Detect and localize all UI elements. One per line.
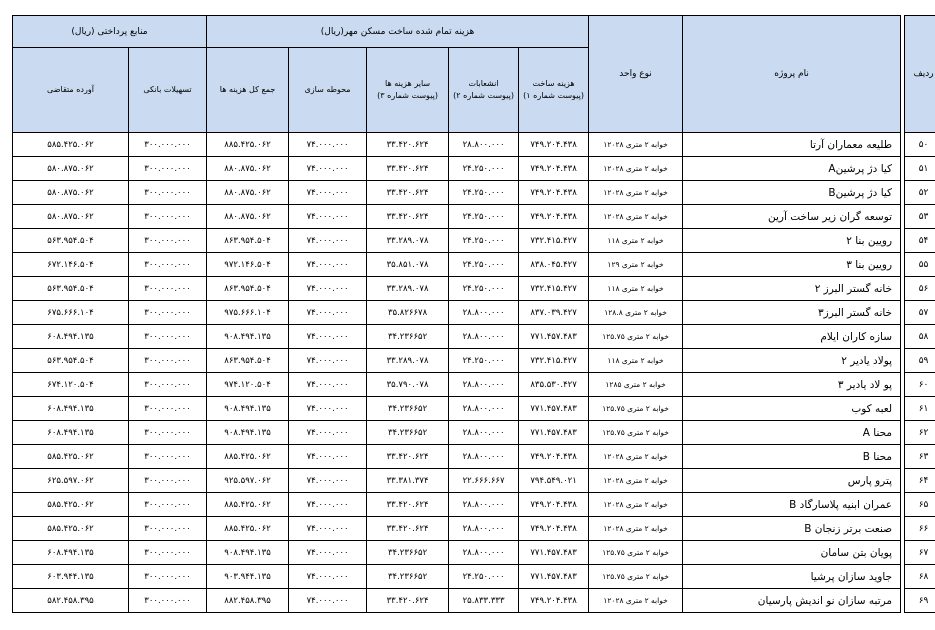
connections-cell: ۲۵.۸۳۳.۳۳۳ <box>449 589 519 613</box>
connections-cell: ۲۴.۲۵۰.۰۰۰ <box>449 277 519 301</box>
total-cost-cell: ۹۲۵.۵۹۷.۰۶۲ <box>207 469 289 493</box>
project-name-cell: صنعت برتر زنجان B <box>683 517 901 541</box>
project-name-cell: خانه گستر البرز ۲ <box>683 277 901 301</box>
other-costs-cell: ۳۳.۲۸۹.۰۷۸ <box>367 277 449 301</box>
radif-cell: ۶۵ <box>905 493 935 517</box>
applicant-contribution-cell: ۵۸۵.۴۲۵.۰۶۲ <box>13 517 129 541</box>
total-cost-cell: ۹۰۳.۹۴۴.۱۳۵ <box>207 565 289 589</box>
other-costs-cell: ۳۴.۲۳۶۶۵۲ <box>367 565 449 589</box>
unit-type-cell: خوابه ۲ متری ۱۱۸ <box>589 277 683 301</box>
cost-group-header: هزینه تمام شده ساخت مسکن مهر(ریال) <box>207 16 589 48</box>
radif-cell: ۶۸ <box>905 565 935 589</box>
construction-cost-cell: ۸۳۸.۰۴۵.۴۲۷ <box>519 253 589 277</box>
unit-type-cell: خوابه ۲ متری ۱۲۰۲۸ <box>589 445 683 469</box>
connections-cell: ۲۸.۸۰۰.۰۰۰ <box>449 325 519 349</box>
other-costs-header <box>367 48 449 133</box>
unit-type-cell: خوابه ۲ متری ۱۲۰۲۸ <box>589 157 683 181</box>
column-gap <box>901 133 905 157</box>
table-row <box>13 349 935 373</box>
column-gap <box>901 517 905 541</box>
project-name-cell: لعبه کوب <box>683 397 901 421</box>
column-gap <box>901 181 905 205</box>
applicant-contribution-cell: ۶۷۵.۶۶۶.۱۰۴ <box>13 301 129 325</box>
table-row <box>13 445 935 469</box>
connections-cell: ۲۸.۸۰۰.۰۰۰ <box>449 445 519 469</box>
total-cost-header: جمع کل هزینه ها <box>207 48 289 133</box>
landscaping-cell: ۷۴.۰۰۰.۰۰۰ <box>289 157 367 181</box>
connections-cell: ۲۸.۸۰۰.۰۰۰ <box>449 493 519 517</box>
bank-facilities-cell: ۳۰۰.۰۰۰.۰۰۰ <box>129 517 207 541</box>
table-row <box>13 157 935 181</box>
other-costs-cell: ۳۳.۴۲۰.۶۲۴ <box>367 589 449 613</box>
construction-cost-cell: ۷۴۹.۲۰۴.۴۳۸ <box>519 493 589 517</box>
landscaping-cell: ۷۴.۰۰۰.۰۰۰ <box>289 349 367 373</box>
column-gap <box>901 493 905 517</box>
other-costs-cell: ۳۳.۴۲۰.۶۲۴ <box>367 445 449 469</box>
construction-cost-cell: ۷۴۹.۲۰۴.۴۳۸ <box>519 133 589 157</box>
radif-cell: ۶۳ <box>905 445 935 469</box>
unit-type-cell: خوابه ۲ متری ۱۲۸۵ <box>589 373 683 397</box>
connections-cell: ۲۴.۲۵۰.۰۰۰ <box>449 229 519 253</box>
project-name-cell: کیا دژ پرشینB <box>683 181 901 205</box>
landscaping-cell: ۷۴.۰۰۰.۰۰۰ <box>289 541 367 565</box>
project-name-cell: رویین بنا ۳ <box>683 253 901 277</box>
total-cost-cell: ۸۸۵.۴۲۵.۰۶۲ <box>207 517 289 541</box>
landscaping-cell: ۷۴.۰۰۰.۰۰۰ <box>289 517 367 541</box>
connections-header <box>449 48 519 133</box>
radif-cell: ۶۶ <box>905 517 935 541</box>
table-row <box>13 277 935 301</box>
radif-cell: ۵۳ <box>905 205 935 229</box>
construction-cost-cell: ۷۹۴.۵۴۹.۰۲۱ <box>519 469 589 493</box>
table-row <box>13 229 935 253</box>
unit-type-cell: خوابه ۲ متری ۱۲۵.۷۵ <box>589 541 683 565</box>
other-costs-cell: ۳۳.۲۸۹.۰۷۸ <box>367 229 449 253</box>
bank-facilities-cell: ۳۰۰.۰۰۰.۰۰۰ <box>129 133 207 157</box>
bank-facilities-cell: ۳۰۰.۰۰۰.۰۰۰ <box>129 397 207 421</box>
other-costs-cell: ۳۳.۴۲۰.۶۲۴ <box>367 517 449 541</box>
landscaping-cell: ۷۴.۰۰۰.۰۰۰ <box>289 277 367 301</box>
table-row <box>13 301 935 325</box>
total-cost-cell: ۸۶۳.۹۵۴.۵۰۴ <box>207 349 289 373</box>
other-costs-cell: ۳۳.۴۲۰.۶۲۴ <box>367 493 449 517</box>
unit-type-cell: خوابه ۲ متری ۱۲۰۲۸ <box>589 181 683 205</box>
landscaping-cell: ۷۴.۰۰۰.۰۰۰ <box>289 229 367 253</box>
construction-cost-cell: ۷۷۱.۴۵۷.۴۸۳ <box>519 565 589 589</box>
radif-cell: ۶۰ <box>905 373 935 397</box>
construction-cost-cell: ۷۷۱.۴۵۷.۴۸۳ <box>519 325 589 349</box>
payment-group-header: منابع پرداختی (ریال) <box>13 16 207 48</box>
construction-cost-cell: ۷۴۹.۲۰۴.۴۳۸ <box>519 517 589 541</box>
table-row <box>13 565 935 589</box>
total-cost-cell: ۹۷۲.۱۴۶.۵۰۴ <box>207 253 289 277</box>
bank-facilities-cell: ۳۰۰.۰۰۰.۰۰۰ <box>129 469 207 493</box>
unit-type-cell: خوابه ۲ متری ۱۲۸.۸ <box>589 301 683 325</box>
connections-cell: ۲۴.۲۵۰.۰۰۰ <box>449 253 519 277</box>
total-cost-cell: ۸۸۵.۴۲۵.۰۶۲ <box>207 445 289 469</box>
construction-cost-cell: ۸۳۷.۰۳۹.۴۲۷ <box>519 301 589 325</box>
connections-cell: ۲۴.۲۵۰.۰۰۰ <box>449 181 519 205</box>
construction-cost-cell: ۷۳۲.۴۱۵.۴۲۷ <box>519 229 589 253</box>
connections-cell: ۲۸.۸۰۰.۰۰۰ <box>449 301 519 325</box>
column-gap <box>901 397 905 421</box>
unit-type-cell: خوابه ۲ متری ۱۲۹ <box>589 253 683 277</box>
project-name-cell: سازه کاران ایلام <box>683 325 901 349</box>
column-gap <box>901 253 905 277</box>
applicant-contribution-cell: ۶۷۲.۱۴۶.۵۰۴ <box>13 253 129 277</box>
bank-facilities-cell: ۳۰۰.۰۰۰.۰۰۰ <box>129 325 207 349</box>
unit-type-cell: خوابه ۲ متری ۱۲۵.۷۵ <box>589 397 683 421</box>
table-row <box>13 181 935 205</box>
applicant-contribution-cell: ۵۸۵.۴۲۵.۰۶۲ <box>13 493 129 517</box>
landscaping-cell: ۷۴.۰۰۰.۰۰۰ <box>289 421 367 445</box>
other-costs-cell: ۳۴.۲۳۶۶۵۲ <box>367 325 449 349</box>
connections-cell: ۲۸.۸۰۰.۰۰۰ <box>449 397 519 421</box>
applicant-contribution-cell: ۵۸۰.۸۷۵.۰۶۲ <box>13 205 129 229</box>
applicant-contribution-cell: ۵۸۵.۴۲۵.۰۶۲ <box>13 133 129 157</box>
unit-type-cell: خوابه ۲ متری ۱۱۸ <box>589 349 683 373</box>
radif-cell: ۵۰ <box>905 133 935 157</box>
total-cost-cell: ۸۸۵.۴۲۵.۰۶۲ <box>207 493 289 517</box>
unit-type-cell: خوابه ۲ متری ۱۲۰۲۸ <box>589 589 683 613</box>
total-cost-cell: ۹۷۴.۱۲۰.۵۰۴ <box>207 373 289 397</box>
connections-cell: ۲۸.۸۰۰.۰۰۰ <box>449 517 519 541</box>
total-cost-cell: ۸۸۰.۸۷۵.۰۶۲ <box>207 205 289 229</box>
radif-cell: ۶۷ <box>905 541 935 565</box>
radif-cell: ۵۸ <box>905 325 935 349</box>
construction-cost-cell: ۷۷۱.۴۵۷.۴۸۳ <box>519 397 589 421</box>
total-cost-cell: ۹۰۸.۴۹۴.۱۳۵ <box>207 397 289 421</box>
construction-cost-cell: ۷۴۹.۲۰۴.۴۳۸ <box>519 157 589 181</box>
applicant-contribution-cell: ۵۸۲.۴۵۸.۳۹۵ <box>13 589 129 613</box>
other-costs-cell: ۳۳.۲۸۹.۰۷۸ <box>367 349 449 373</box>
applicant-contribution-cell: ۶۰۸.۴۹۴.۱۳۵ <box>13 325 129 349</box>
connections-cell: ۲۴.۲۵۰.۰۰۰ <box>449 157 519 181</box>
applicant-contribution-cell: ۵۸۰.۸۷۵.۰۶۲ <box>13 157 129 181</box>
bank-facilities-header: تسهیلات بانکی <box>129 48 207 133</box>
landscaping-cell: ۷۴.۰۰۰.۰۰۰ <box>289 373 367 397</box>
other-costs-cell: ۳۵.۸۵۱.۰۷۸ <box>367 253 449 277</box>
table-row <box>13 397 935 421</box>
project-name-cell: پویان بتن سامان <box>683 541 901 565</box>
bank-facilities-cell: ۳۰۰.۰۰۰.۰۰۰ <box>129 565 207 589</box>
project-name-cell: مرتبه سازان نو اندیش پارسیان <box>683 589 901 613</box>
bank-facilities-cell: ۳۰۰.۰۰۰.۰۰۰ <box>129 253 207 277</box>
bank-facilities-cell: ۳۰۰.۰۰۰.۰۰۰ <box>129 493 207 517</box>
radif-cell: ۵۶ <box>905 277 935 301</box>
radif-cell: ۵۵ <box>905 253 935 277</box>
project-name-cell: پترو پارس <box>683 469 901 493</box>
applicant-contribution-cell: ۶۲۵.۵۹۷.۰۶۲ <box>13 469 129 493</box>
radif-cell: ۵۷ <box>905 301 935 325</box>
column-gap <box>901 565 905 589</box>
bank-facilities-cell: ۳۰۰.۰۰۰.۰۰۰ <box>129 277 207 301</box>
bank-facilities-cell: ۳۰۰.۰۰۰.۰۰۰ <box>129 301 207 325</box>
unit-type-cell: خوابه ۲ متری ۱۲۰۲۸ <box>589 133 683 157</box>
connections-cell: ۲۴.۲۵۰.۰۰۰ <box>449 349 519 373</box>
construction-cost-header <box>519 48 589 133</box>
bank-facilities-cell: ۳۰۰.۰۰۰.۰۰۰ <box>129 445 207 469</box>
other-costs-note: (پیوست شماره ۳) <box>377 91 438 100</box>
other-costs-cell: ۳۳.۴۲۰.۶۲۴ <box>367 181 449 205</box>
total-cost-cell: ۹۰۸.۴۹۴.۱۳۵ <box>207 325 289 349</box>
other-costs-cell: ۳۴.۲۳۶۶۵۲ <box>367 541 449 565</box>
table-row <box>13 373 935 397</box>
landscaping-cell: ۷۴.۰۰۰.۰۰۰ <box>289 589 367 613</box>
landscaping-cell: ۷۴.۰۰۰.۰۰۰ <box>289 565 367 589</box>
unit-type-cell: خوابه ۲ متری ۱۲۰۲۸ <box>589 469 683 493</box>
applicant-contribution-cell: ۶۰۸.۴۹۴.۱۳۵ <box>13 421 129 445</box>
table-row <box>13 493 935 517</box>
applicant-contribution-cell: ۵۶۳.۹۵۴.۵۰۴ <box>13 229 129 253</box>
project-name-cell: طلیعه معماران آرتا <box>683 133 901 157</box>
table-row <box>13 589 935 613</box>
project-name-cell: کیا دژ پرشینA <box>683 157 901 181</box>
unit-type-header: نوع واحد <box>589 16 683 133</box>
radif-cell: ۵۹ <box>905 349 935 373</box>
applicant-contribution-cell: ۶۷۴.۱۲۰.۵۰۴ <box>13 373 129 397</box>
table-body <box>13 133 935 613</box>
other-costs-cell: ۳۳.۴۲۰.۶۲۴ <box>367 133 449 157</box>
applicant-contribution-cell: ۵۸۰.۸۷۵.۰۶۲ <box>13 181 129 205</box>
column-gap <box>901 469 905 493</box>
total-cost-cell: ۸۸۵.۴۲۵.۰۶۲ <box>207 133 289 157</box>
applicant-contribution-cell: ۵۶۳.۹۵۴.۵۰۴ <box>13 349 129 373</box>
connections-note: (پیوست شماره ۲) <box>453 91 514 100</box>
project-name-cell: پو لاد یادیر ۳ <box>683 373 901 397</box>
landscaping-cell: ۷۴.۰۰۰.۰۰۰ <box>289 205 367 229</box>
table-row <box>13 253 935 277</box>
construction-cost-cell: ۸۳۵.۵۳۰.۴۲۷ <box>519 373 589 397</box>
project-name-cell: عمران ابنیه پلاسارگاد B <box>683 493 901 517</box>
construction-cost-cell: ۷۷۱.۴۵۷.۴۸۳ <box>519 541 589 565</box>
landscaping-cell: ۷۴.۰۰۰.۰۰۰ <box>289 253 367 277</box>
other-costs-cell: ۳۵.۷۹۰.۰۷۸ <box>367 373 449 397</box>
applicant-contribution-cell: ۵۶۳.۹۵۴.۵۰۴ <box>13 277 129 301</box>
other-costs-cell: ۳۵.۸۲۶۶۷۸ <box>367 301 449 325</box>
construction-cost-cell: ۷۴۹.۲۰۴.۴۳۸ <box>519 589 589 613</box>
connections-cell: ۲۲.۶۶۶.۶۶۷ <box>449 469 519 493</box>
table-row <box>13 421 935 445</box>
total-cost-cell: ۹۰۸.۴۹۴.۱۳۵ <box>207 541 289 565</box>
unit-type-cell: خوابه ۲ متری ۱۲۵.۷۵ <box>589 565 683 589</box>
bank-facilities-cell: ۳۰۰.۰۰۰.۰۰۰ <box>129 229 207 253</box>
table-row <box>13 133 935 157</box>
other-costs-label: سایر هزینه ها <box>385 79 431 88</box>
bank-facilities-cell: ۳۰۰.۰۰۰.۰۰۰ <box>129 349 207 373</box>
total-cost-cell: ۸۸۲.۴۵۸.۳۹۵ <box>207 589 289 613</box>
column-gap <box>901 589 905 613</box>
table-row <box>13 325 935 349</box>
total-cost-cell: ۹۰۸.۴۹۴.۱۳۵ <box>207 421 289 445</box>
project-name-cell: رویین بنا ۲ <box>683 229 901 253</box>
applicant-contribution-cell: ۶۰۸.۴۹۴.۱۳۵ <box>13 541 129 565</box>
bank-facilities-cell: ۳۰۰.۰۰۰.۰۰۰ <box>129 589 207 613</box>
column-gap <box>901 16 905 133</box>
total-cost-cell: ۸۸۰.۸۷۵.۰۶۲ <box>207 157 289 181</box>
column-gap <box>901 445 905 469</box>
total-cost-cell: ۹۷۵.۶۶۶.۱۰۴ <box>207 301 289 325</box>
other-costs-cell: ۳۳.۳۸۱.۳۷۴ <box>367 469 449 493</box>
bank-facilities-cell: ۳۰۰.۰۰۰.۰۰۰ <box>129 421 207 445</box>
applicant-contribution-header: آورده متقاضی <box>13 48 129 133</box>
connections-cell: ۲۸.۸۰۰.۰۰۰ <box>449 133 519 157</box>
radif-cell: ۵۱ <box>905 157 935 181</box>
unit-type-cell: خوابه ۲ متری ۱۲۰۲۸ <box>589 205 683 229</box>
radif-header: ردیف <box>905 16 935 133</box>
construction-cost-cell: ۷۳۲.۴۱۵.۴۲۷ <box>519 277 589 301</box>
construction-cost-cell: ۷۷۱.۴۵۷.۴۸۳ <box>519 421 589 445</box>
other-costs-cell: ۳۳.۴۲۰.۶۲۴ <box>367 205 449 229</box>
other-costs-cell: ۳۳.۴۲۰.۶۲۴ <box>367 157 449 181</box>
total-cost-cell: ۸۸۰.۸۷۵.۰۶۲ <box>207 181 289 205</box>
total-cost-cell: ۸۶۳.۹۵۴.۵۰۴ <box>207 229 289 253</box>
construction-cost-cell: ۷۴۹.۲۰۴.۴۳۸ <box>519 205 589 229</box>
radif-cell: ۶۴ <box>905 469 935 493</box>
column-gap <box>901 301 905 325</box>
table-row <box>13 517 935 541</box>
landscaping-cell: ۷۴.۰۰۰.۰۰۰ <box>289 469 367 493</box>
construction-cost-note: (پیوست شماره ۱) <box>523 91 584 100</box>
landscaping-cell: ۷۴.۰۰۰.۰۰۰ <box>289 493 367 517</box>
landscaping-cell: ۷۴.۰۰۰.۰۰۰ <box>289 133 367 157</box>
connections-label: انشعابات <box>468 79 499 88</box>
table-row <box>13 541 935 565</box>
connections-cell: ۲۴.۲۵۰.۰۰۰ <box>449 565 519 589</box>
landscaping-cell: ۷۴.۰۰۰.۰۰۰ <box>289 181 367 205</box>
landscaping-cell: ۷۴.۰۰۰.۰۰۰ <box>289 301 367 325</box>
column-gap <box>901 205 905 229</box>
table-row <box>13 205 935 229</box>
column-gap <box>901 277 905 301</box>
column-gap <box>901 325 905 349</box>
applicant-contribution-cell: ۶۰۸.۴۹۴.۱۳۵ <box>13 397 129 421</box>
connections-cell: ۲۸.۸۰۰.۰۰۰ <box>449 421 519 445</box>
radif-cell: ۵۲ <box>905 181 935 205</box>
bank-facilities-cell: ۳۰۰.۰۰۰.۰۰۰ <box>129 157 207 181</box>
project-name-cell: خانه گستر البرز۳ <box>683 301 901 325</box>
project-name-cell: توسعه گران زیر ساخت آرین <box>683 205 901 229</box>
project-name-header: نام پروژه <box>683 16 901 133</box>
column-gap <box>901 157 905 181</box>
bank-facilities-cell: ۳۰۰.۰۰۰.۰۰۰ <box>129 205 207 229</box>
total-cost-cell: ۸۶۳.۹۵۴.۵۰۴ <box>207 277 289 301</box>
connections-cell: ۲۸.۸۰۰.۰۰۰ <box>449 541 519 565</box>
mehr-housing-cost-table <box>12 15 935 613</box>
project-name-cell: جاوید سازان پرشیا <box>683 565 901 589</box>
bank-facilities-cell: ۳۰۰.۰۰۰.۰۰۰ <box>129 181 207 205</box>
unit-type-cell: خوابه ۲ متری ۱۲۰۲۸ <box>589 493 683 517</box>
unit-type-cell: خوابه ۲ متری ۱۱۸ <box>589 229 683 253</box>
construction-cost-label: هزینه ساخت <box>532 79 575 88</box>
radif-cell: ۶۲ <box>905 421 935 445</box>
project-name-cell: محنا A <box>683 421 901 445</box>
column-gap <box>901 229 905 253</box>
other-costs-cell: ۳۴.۲۳۶۶۵۲ <box>367 421 449 445</box>
applicant-contribution-cell: ۵۸۵.۴۲۵.۰۶۲ <box>13 445 129 469</box>
landscaping-cell: ۷۴.۰۰۰.۰۰۰ <box>289 445 367 469</box>
landscaping-header: محوطه سازی <box>289 48 367 133</box>
column-gap <box>901 373 905 397</box>
project-name-cell: پولاد یادیر ۲ <box>683 349 901 373</box>
bank-facilities-cell: ۳۰۰.۰۰۰.۰۰۰ <box>129 373 207 397</box>
construction-cost-cell: ۷۴۹.۲۰۴.۴۳۸ <box>519 181 589 205</box>
radif-cell: ۵۴ <box>905 229 935 253</box>
landscaping-cell: ۷۴.۰۰۰.۰۰۰ <box>289 325 367 349</box>
connections-cell: ۲۴.۲۵۰.۰۰۰ <box>449 205 519 229</box>
landscaping-cell: ۷۴.۰۰۰.۰۰۰ <box>289 397 367 421</box>
column-gap <box>901 349 905 373</box>
unit-type-cell: خوابه ۲ متری ۱۲۵.۷۵ <box>589 421 683 445</box>
unit-type-cell: خوابه ۲ متری ۱۲۵.۷۵ <box>589 325 683 349</box>
table-row <box>13 469 935 493</box>
radif-cell: ۶۹ <box>905 589 935 613</box>
column-gap <box>901 421 905 445</box>
radif-cell: ۶۱ <box>905 397 935 421</box>
bank-facilities-cell: ۳۰۰.۰۰۰.۰۰۰ <box>129 541 207 565</box>
column-gap <box>901 541 905 565</box>
construction-cost-cell: ۷۴۹.۲۰۴.۴۳۸ <box>519 445 589 469</box>
connections-cell: ۲۸.۸۰۰.۰۰۰ <box>449 373 519 397</box>
applicant-contribution-cell: ۶۰۳.۹۴۴.۱۳۵ <box>13 565 129 589</box>
unit-type-cell: خوابه ۲ متری ۱۲۰۲۸ <box>589 517 683 541</box>
project-name-cell: محنا B <box>683 445 901 469</box>
construction-cost-cell: ۷۳۲.۴۱۵.۴۲۷ <box>519 349 589 373</box>
other-costs-cell: ۳۴.۲۳۶۶۵۲ <box>367 397 449 421</box>
